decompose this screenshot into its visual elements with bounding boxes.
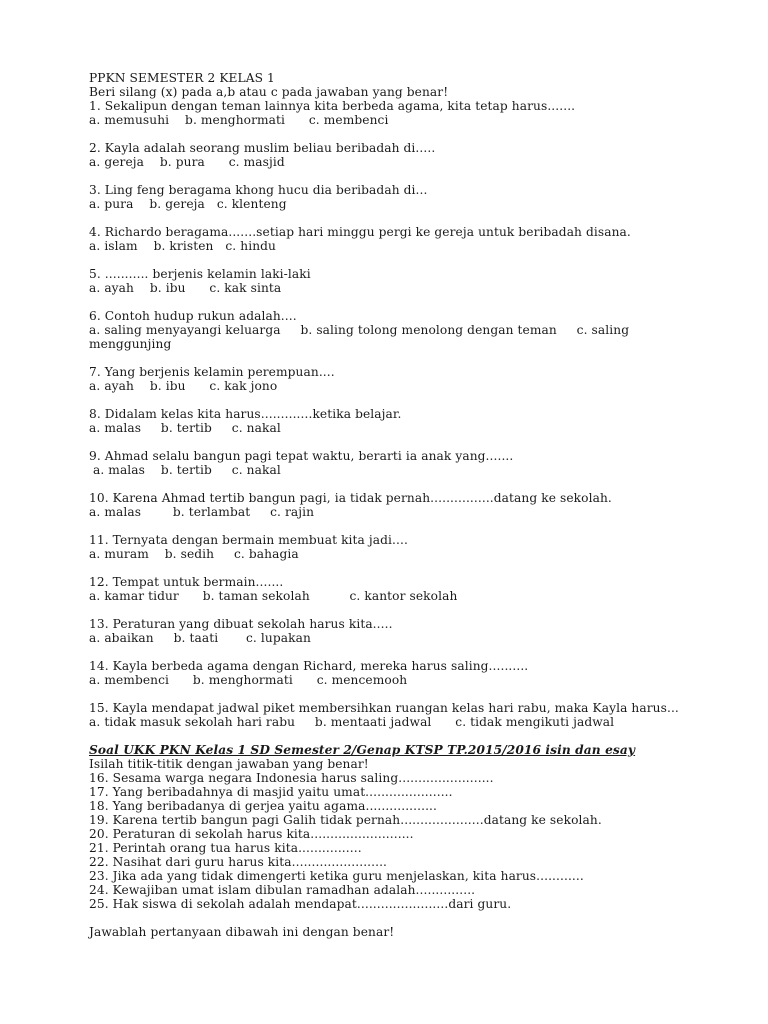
question-item <box>89 407 768 449</box>
question-item <box>89 575 768 617</box>
spacer <box>89 253 768 267</box>
question-text: 1. Sekalipun dengan teman lainnya kita berbeda agama, kita tetap harus....... <box>89 99 576 113</box>
answer-options: a. malas b. terlambat c. rajin <box>89 505 315 519</box>
spacer <box>89 127 768 141</box>
answer-options: a. islam b. kristen c. hindu <box>89 239 276 253</box>
spacer <box>89 519 768 533</box>
answer-options: a. abaikan b. taati c. lupakan <box>89 631 311 645</box>
answer-options: a. saling menyayangi keluarga b. saling tolong menolong dengan teman c. saling <box>89 323 630 337</box>
question-text: 11. Ternyata dengan bermain membuat kita jadi.... <box>89 533 408 547</box>
question-text: 10. Karena Ahmad tertib bangun pagi, ia tidak pernah................datang ke sekolah. <box>89 491 612 505</box>
question-item <box>89 183 768 225</box>
fill-in-item: 23. Jika ada yang tidak dimengerti ketika guru menjelaskan, kita harus............ <box>89 869 584 883</box>
question-item <box>89 533 768 575</box>
question-item <box>89 491 768 533</box>
fill-in-item: 20. Peraturan di sekolah harus kita.......................... <box>89 827 414 841</box>
spacer <box>89 393 768 407</box>
spacer <box>89 295 768 309</box>
answer-options: a. ayah b. ibu c. kak sinta <box>89 281 282 295</box>
question-text: 2. Kayla adalah seorang muslim beliau beribadah di..... <box>89 141 436 155</box>
fill-in-item: 17. Yang beribadahnya di masjid yaitu umat...................... <box>89 785 453 799</box>
question-item <box>89 659 768 701</box>
question-item <box>89 449 768 491</box>
answer-options: a. pura b. gereja c. klenteng <box>89 197 287 211</box>
question-item <box>89 141 768 183</box>
question-text: 5. ........... berjenis kelamin laki-laki <box>89 267 311 281</box>
answer-options: a. tidak masuk sekolah hari rabu b. mentaati jadwal c. tidak mengikuti jadwal <box>89 715 615 729</box>
spacer <box>89 645 768 659</box>
spacer <box>89 435 768 449</box>
question-item <box>89 701 768 743</box>
question-text: 15. Kayla mendapat jadwal piket membersihkan ruangan kelas hari rabu, maka Kayla harus... <box>89 701 679 715</box>
question-text: 8. Didalam kelas kita harus.............ketika belajar. <box>89 407 402 421</box>
fill-in-list <box>89 771 768 911</box>
question-text: 14. Kayla berbeda agama dengan Richard, mereka harus saling.......... <box>89 659 529 673</box>
spacer <box>89 911 768 925</box>
question-item <box>89 267 768 309</box>
question-text: 6. Contoh hudup rukun adalah.... <box>89 309 297 323</box>
spacer <box>89 561 768 575</box>
fill-in-item: 22. Nasihat dari guru harus kita........................ <box>89 855 388 869</box>
spacer <box>89 687 768 701</box>
section2-instruction: Isilah titik-titik dengan jawaban yang benar! <box>89 757 369 771</box>
spacer <box>89 351 768 365</box>
spacer <box>89 603 768 617</box>
fill-in-item: 16. Sesama warga negara Indonesia harus saling........................ <box>89 771 494 785</box>
answer-options: a. gereja b. pura c. masjid <box>89 155 285 169</box>
answer-options: a. kamar tidur b. taman sekolah c. kantor sekolah <box>89 589 458 603</box>
fill-in-item: 24. Kewajiban umat islam dibulan ramadhan adalah............... <box>89 883 476 897</box>
question-text: 4. Richardo beragama.......setiap hari minggu pergi ke gereja untuk beribadah disana. <box>89 225 631 239</box>
closing-instruction: Jawablah pertanyaan dibawah ini dengan benar! <box>89 925 395 939</box>
spacer <box>89 729 768 743</box>
spacer <box>89 477 768 491</box>
question-item <box>89 617 768 659</box>
answer-options: menggunjing <box>89 337 172 351</box>
section2-heading: Soal UKK PKN Kelas 1 SD Semester 2/Genap KTSP TP.2015/2016 isin dan esay <box>89 743 636 757</box>
question-text: 9. Ahmad selalu bangun pagi tepat waktu, berarti ia anak yang....... <box>89 449 514 463</box>
answer-options: a. malas b. tertib c. nakal <box>89 421 281 435</box>
answer-options: a. muram b. sedih c. bahagia <box>89 547 299 561</box>
question-text: 7. Yang berjenis kelamin perempuan.... <box>89 365 335 379</box>
answer-options: a. malas b. tertib c. nakal <box>89 463 281 477</box>
question-item <box>89 365 768 407</box>
answer-options: a. memusuhi b. menghormati c. membenci <box>89 113 389 127</box>
document-title: PPKN SEMESTER 2 KELAS 1 <box>89 71 275 85</box>
fill-in-item: 19. Karena tertib bangun pagi Galih tidak pernah.....................datang ke sekolah. <box>89 813 602 827</box>
answer-options: a. ayah b. ibu c. kak jono <box>89 379 278 393</box>
question-item <box>89 225 768 267</box>
question-text: 13. Peraturan yang dibuat sekolah harus kita..... <box>89 617 393 631</box>
answer-options: a. membenci b. menghormati c. mencemooh <box>89 673 408 687</box>
question-text: 3. Ling feng beragama khong hucu dia beribadah di... <box>89 183 428 197</box>
question-item <box>89 309 768 365</box>
fill-in-item: 25. Hak siswa di sekolah adalah mendapat.......................dari guru. <box>89 897 512 911</box>
instruction-text: Beri silang (x) pada a,b atau c pada jawaban yang benar! <box>89 85 449 99</box>
question-text: 12. Tempat untuk bermain....... <box>89 575 284 589</box>
fill-in-item: 18. Yang beribadanya di gerjea yaitu agama.................. <box>89 799 437 813</box>
question-item <box>89 99 768 141</box>
spacer <box>89 211 768 225</box>
spacer <box>89 169 768 183</box>
question-list <box>89 99 768 743</box>
fill-in-item: 21. Perintah orang tua harus kita................ <box>89 841 362 855</box>
